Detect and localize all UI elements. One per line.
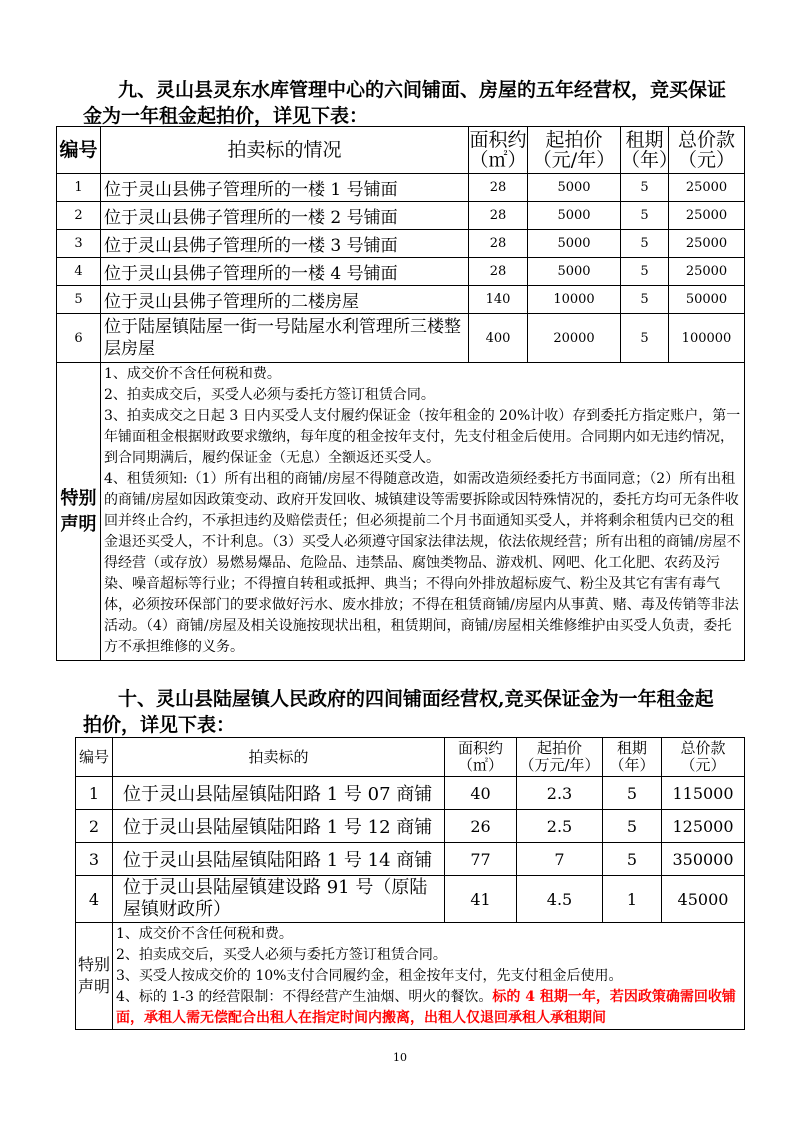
cell-term: 5 <box>603 843 662 876</box>
cell-area: 28 <box>469 202 528 230</box>
cell-price: 2.3 <box>517 777 603 810</box>
cell-total: 115000 <box>662 777 745 810</box>
cell-no: 5 <box>57 286 101 314</box>
table-row <box>57 202 745 230</box>
cell-price: 4.5 <box>517 876 603 923</box>
table-row <box>76 876 745 923</box>
table-row <box>57 174 745 202</box>
cell-desc: 位于陆屋镇陆屋一街一号陆屋水利管理所三楼整层房屋 <box>101 314 469 363</box>
cell-area: 28 <box>469 230 528 258</box>
table-row <box>76 843 745 876</box>
cell-total: 25000 <box>669 258 745 286</box>
cell-area: 400 <box>469 314 528 363</box>
cell-area: 40 <box>445 777 517 810</box>
cell-term: 5 <box>621 174 669 202</box>
cell-no: 3 <box>57 230 101 258</box>
cell-total: 45000 <box>662 876 745 923</box>
cell-desc: 位于灵山县陆屋镇陆阳路 1 号 14 商铺 <box>113 843 445 876</box>
notes-label: 特别 声明 <box>57 363 101 661</box>
note-item <box>116 987 741 1029</box>
cell-term: 5 <box>603 777 662 810</box>
section-9-title-line2: 金为一年租金起拍价，详见下表： <box>83 105 369 127</box>
notes-cell <box>101 363 745 661</box>
section-9-title-line1: 九、灵山县灵东水库管理中心的六间铺面、房屋的五年经营权，竞买保证 <box>118 79 727 101</box>
header-term: 租期 （年） <box>603 738 662 777</box>
cell-area: 26 <box>445 810 517 843</box>
cell-desc: 位于灵山县陆屋镇陆阳路 1 号 12 商铺 <box>113 810 445 843</box>
section-9-title <box>83 77 758 129</box>
cell-price: 20000 <box>528 314 621 363</box>
section-9-table <box>56 126 745 661</box>
cell-price: 5000 <box>528 230 621 258</box>
cell-desc: 位于灵山县陆屋镇陆阳路 1 号 07 商铺 <box>113 777 445 810</box>
cell-no: 6 <box>57 314 101 363</box>
cell-no: 4 <box>76 876 113 923</box>
notes-label: 特别 声明 <box>76 923 113 1030</box>
cell-price: 10000 <box>528 286 621 314</box>
cell-area: 28 <box>469 174 528 202</box>
cell-price: 5000 <box>528 258 621 286</box>
cell-area: 28 <box>469 258 528 286</box>
note-item: 3、拍卖成交之日起 3 日内买受人支付履约保证金（按年租金的 20%计收）存到委托方指定账户，第一年铺面租金根据财政要求缴纳，每年度的租金按年支付，先支付租金后使用。合同期内如无违约情况，到合同期满后，履约保证金（无息）全额返还买受人。 <box>104 408 741 466</box>
cell-total: 100000 <box>669 314 745 363</box>
cell-no: 1 <box>76 777 113 810</box>
table-row <box>76 810 745 843</box>
notes-cell <box>113 923 745 1030</box>
section-10-title-line1: 十、灵山县陆屋镇人民政府的四间铺面经营权,竞买保证金为一年租金起 <box>118 688 714 710</box>
header-price: 起拍价 （万元/年） <box>517 738 603 777</box>
cell-term: 5 <box>621 230 669 258</box>
cell-term: 5 <box>621 286 669 314</box>
section-10-table <box>75 737 745 1030</box>
header-total: 总价款 （元） <box>669 127 745 174</box>
cell-desc: 位于灵山县佛子管理所的一楼 2 号铺面 <box>101 202 469 230</box>
cell-no: 3 <box>76 843 113 876</box>
note-item: 2、拍卖成交后，买受人必须与委托方签订租赁合同。 <box>104 387 435 403</box>
header-no: 编号 <box>57 127 101 174</box>
cell-term: 5 <box>621 202 669 230</box>
cell-term: 5 <box>621 314 669 363</box>
section-10-title-line2: 拍价，详见下表： <box>83 714 236 736</box>
cell-total: 125000 <box>662 810 745 843</box>
cell-desc: 位于灵山县佛子管理所的一楼 1 号铺面 <box>101 174 469 202</box>
note-item: 1、成交价不含任何税和费。 <box>104 366 281 382</box>
note-4-text: 4、标的 1-3 的经营限制：不得经营产生油烟、明火的餐饮。 <box>116 989 493 1005</box>
note-4-emphasis: 标的 4 租期一年，若因政策确需回收铺面，承租人需无偿配合出租人在指定时间内搬离，出租人仅退回承租人承租期间 <box>116 989 736 1026</box>
cell-total: 25000 <box>669 202 745 230</box>
cell-price: 2.5 <box>517 810 603 843</box>
cell-area: 41 <box>445 876 517 923</box>
cell-area: 77 <box>445 843 517 876</box>
table-row <box>76 777 745 810</box>
header-area: 面积约 （㎡） <box>469 127 528 174</box>
note-item: 2、拍卖成交后，买受人必须与委托方签订租赁合同。 <box>116 947 447 963</box>
header-term: 租期 （年） <box>621 127 669 174</box>
header-desc: 拍卖标的 <box>113 738 445 777</box>
note-item: 1、成交价不含任何税和费。 <box>116 926 293 942</box>
header-desc: 拍卖标的情况 <box>101 127 469 174</box>
cell-total: 350000 <box>662 843 745 876</box>
header-price: 起拍价 （元/年） <box>528 127 621 174</box>
header-total: 总价款（元） <box>662 738 745 777</box>
cell-no: 4 <box>57 258 101 286</box>
cell-no: 2 <box>76 810 113 843</box>
section-10-title <box>83 686 758 738</box>
header-no: 编号 <box>76 738 113 777</box>
cell-total: 50000 <box>669 286 745 314</box>
cell-total: 25000 <box>669 174 745 202</box>
table-header-row <box>57 127 745 174</box>
cell-desc: 位于灵山县佛子管理所的二楼房屋 <box>101 286 469 314</box>
cell-no: 2 <box>57 202 101 230</box>
cell-term: 1 <box>603 876 662 923</box>
header-area: 面积约 （㎡） <box>445 738 517 777</box>
cell-desc: 位于灵山县佛子管理所的一楼 3 号铺面 <box>101 230 469 258</box>
notes-row <box>57 363 745 661</box>
note-item: 3、买受人按成交价的 10%支付合同履约金，租金按年支付，先支付租金后使用。 <box>116 968 623 984</box>
table-row <box>57 258 745 286</box>
page-number: 10 <box>393 1051 407 1064</box>
table-header-row <box>76 738 745 777</box>
cell-desc: 位于灵山县陆屋镇建设路 91 号（原陆屋镇财政所） <box>113 876 445 923</box>
cell-term: 5 <box>621 258 669 286</box>
cell-term: 5 <box>603 810 662 843</box>
cell-price: 5000 <box>528 202 621 230</box>
cell-total: 25000 <box>669 230 745 258</box>
cell-price: 7 <box>517 843 603 876</box>
cell-no: 1 <box>57 174 101 202</box>
cell-price: 5000 <box>528 174 621 202</box>
cell-desc: 位于灵山县佛子管理所的一楼 4 号铺面 <box>101 258 469 286</box>
table-row <box>57 314 745 363</box>
table-row <box>57 286 745 314</box>
cell-area: 140 <box>469 286 528 314</box>
notes-row <box>76 923 745 1030</box>
table-row <box>57 230 745 258</box>
note-item: 4、租赁须知:（1）所有出租的商铺/房屋不得随意改造，如需改造须经委托方书面同意；（2）所有出租的商铺/房屋如因政策变动、政府开发回收、城镇建设等需要拆除或因特殊情况的，委托方均可无条件收回并终止合约，不承担违约及赔偿责任；但必须提前二个月书面通知买受人，并将剩余租赁内已交的租金退还买受人，不计利息。（3）买受人必须遵守国家法律法规，依法依规经营；所有出租的商铺/房屋不得经营（或存放）易燃易爆品、危险品、违禁品、腐蚀类物品、游戏机、网吧、化工化肥、农药及污染、噪音超标等行业；不得擅自转租或抵押、典当；不得向外排放超标废气、粉尘及其它有害有毒气体，必须按环保部门的要求做好污水、废水排放；不得在租赁商铺/房屋内从事黄、赌、毒及传销等非法活动。（4）商铺/房屋及相关设施按现状出租，租赁期间，商铺/房屋相关维修维护由买受人负责，委托方不承担维修的义务。 <box>104 471 741 655</box>
